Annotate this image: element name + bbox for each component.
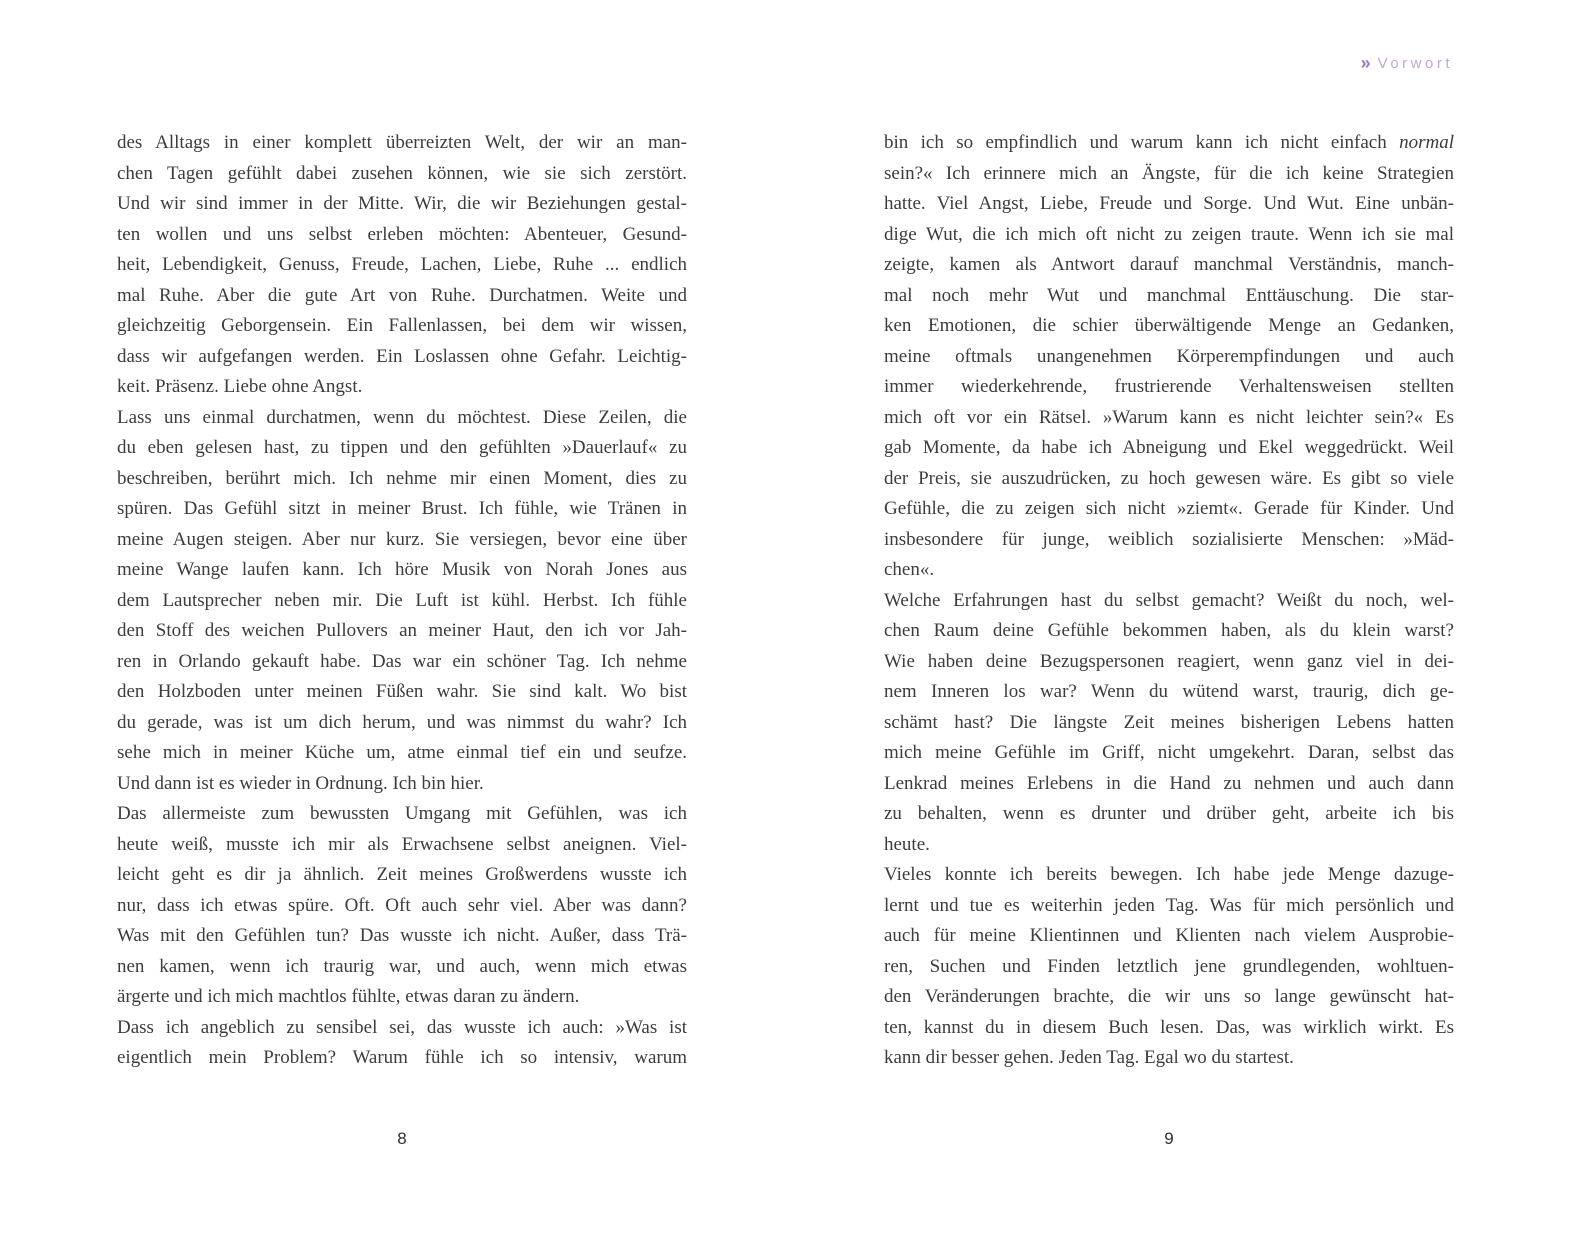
text-line: zu behalten, wenn es drunter und drüber geht, arbeite ich bis [884, 803, 1454, 824]
text-line: spüren. Das Gefühl sitzt in meiner Brust. Ich fühle, wie Tränen in [117, 498, 687, 519]
text-line: keit. Präsenz. Liebe ohne Angst. [117, 376, 363, 397]
text-line: gab Momente, da habe ich Abneigung und Ekel weggedrückt. Weil [884, 437, 1454, 458]
page-number-right: 9 [1164, 1129, 1174, 1148]
text-line: dem Lautsprecher neben mir. Die Luft ist kühl. Herbst. Ich fühle [117, 589, 687, 611]
text-line: beschreiben, berührt mich. Ich nehme mir einen Moment, dies zu [117, 467, 687, 489]
text-line: chen«. [884, 559, 935, 580]
text-line: meine oftmals unangenehmen Körperempfindungen und auch [884, 345, 1454, 367]
running-head-label: Vorwort [1377, 55, 1453, 72]
text-line: mich meine Gefühle im Griff, nicht umgekehrt. Daran, selbst das [884, 742, 1454, 763]
text-line: dass wir aufgefangen werden. Ein Loslassen ohne Gefahr. Leichtig- [117, 345, 687, 367]
text-line: mal Ruhe. Aber die gute Art von Ruhe. Durchatmen. Weite und [117, 284, 687, 306]
text-line: mal noch mehr Wut und manchmal Enttäuschung. Die star- [884, 284, 1454, 306]
text-line: Wie haben deine Bezugspersonen reagiert, wenn ganz viel in dei- [884, 650, 1454, 672]
text-line: du gerade, was ist um dich herum, und was nimmst du wahr? Ich [117, 711, 687, 733]
text-line: ärgerte und ich mich machtlos fühlte, etwas daran zu ändern. [117, 986, 580, 1007]
text-line: auch für meine Klientinnen und Klienten nach vielem Ausprobie- [884, 925, 1454, 946]
text-line: Lass uns einmal durchatmen, wenn du möchtest. Diese Zeilen, die [117, 406, 687, 428]
text-line: du eben gelesen hast, zu tippen und den gefühlten »Dauerlauf« zu [117, 437, 687, 458]
text-line: heit, Lebendigkeit, Genuss, Freude, Lachen, Liebe, Ruhe ... endlich [117, 254, 687, 275]
text-line: ren, Suchen und Finden letztlich jene grundlegenden, wohltuen- [884, 955, 1454, 977]
text-line: den Holzboden unter meinen Füßen wahr. Sie sind kalt. Wo bist [117, 681, 687, 702]
page-right-text [884, 128, 1454, 1074]
text-line: Das allermeiste zum bewussten Umgang mit Gefühlen, was ich [117, 803, 687, 824]
text-line: sehe mich in meiner Küche um, atme einmal tief ein und seufze. [117, 742, 687, 763]
text-line: chen Raum deine Gefühle bekommen haben, als du klein warst? [884, 620, 1454, 641]
text-line: der Preis, sie auszudrücken, zu hoch gewesen wäre. Es gibt so viele [884, 467, 1454, 489]
text-line: insbesondere für junge, weiblich sozialisierte Menschen: »Mäd- [884, 528, 1454, 550]
text-line: Und wir sind immer in der Mitte. Wir, die wir Beziehungen gestal- [117, 193, 687, 214]
text-line: gleichzeitig Geborgensein. Ein Fallenlassen, bei dem wir wissen, [117, 315, 687, 336]
page-left-text [117, 128, 687, 1074]
text-line: leicht geht es dir ja ähnlich. Zeit meines Großwerdens wusste ich [117, 864, 687, 885]
text-line: lernt und tue es weiterhin jeden Tag. Was für mich persönlich und [884, 894, 1454, 916]
text-line: sein?« Ich erinnere mich an Ängste, für die ich keine Strategien [884, 162, 1454, 184]
text-line: ten, kannst du in diesem Buch lesen. Das, was wirklich wirkt. Es [884, 1016, 1454, 1038]
text-line: Welche Erfahrungen hast du selbst gemacht? Weißt du noch, wel- [884, 589, 1454, 611]
page-number-left: 8 [397, 1129, 407, 1148]
text-line: bin ich so empfindlich und warum kann ich nicht einfach normal [884, 132, 1454, 153]
text-line: nem Inneren los war? Wenn du wütend warst, traurig, dich ge- [884, 681, 1454, 702]
text-line: nen kamen, wenn ich traurig war, und auch, wenn mich etwas [117, 955, 687, 977]
text-line: meine Augen steigen. Aber nur kurz. Sie versiegen, bevor eine über [117, 528, 687, 550]
text-line: meine Wange laufen kann. Ich höre Musik von Norah Jones aus [117, 559, 687, 580]
text-line: heute. [884, 833, 930, 855]
text-line: Vieles konnte ich bereits bewegen. Ich habe jede Menge dazuge- [884, 864, 1454, 885]
text-line: kann dir besser gehen. Jeden Tag. Egal wo du startest. [884, 1047, 1294, 1068]
text-line: Und dann ist es wieder in Ordnung. Ich bin hier. [117, 772, 484, 794]
running-head-vorwort [1361, 54, 1453, 73]
text-line: mich oft vor ein Rätsel. »Warum kann es nicht leichter sein?« Es [884, 406, 1454, 428]
text-line: Lenkrad meines Erlebens in die Hand zu nehmen und auch dann [884, 772, 1454, 794]
text-line: nur, dass ich etwas spüre. Oft. Oft auch sehr viel. Aber was dann? [117, 894, 687, 916]
text-line: Dass ich angeblich zu sensibel sei, das wusste ich auch: »Was ist [117, 1016, 687, 1038]
double-chevron-icon: » [1360, 53, 1371, 73]
text-line: hatte. Viel Angst, Liebe, Freude und Sorge. Und Wut. Eine unbän- [884, 193, 1454, 214]
text-line: immer wiederkehrende, frustrierende Verhaltensweisen stellten [884, 376, 1454, 397]
text-line: chen Tagen gefühlt dabei zusehen können, wie sie sich zerstört. [117, 162, 687, 184]
text-line: den Stoff des weichen Pullovers an meiner Haut, den ich vor Jah- [117, 620, 687, 641]
text-line: den Veränderungen brachte, die wir uns so lange gewünscht hat- [884, 986, 1454, 1007]
text-line: ten wollen und uns selbst erleben möchten: Abenteuer, Gesund- [117, 223, 687, 245]
text-line: Gefühle, die zu zeigen sich nicht »ziemt«. Gerade für Kinder. Und [884, 498, 1454, 519]
text-line: des Alltags in einer komplett überreizten Welt, der wir an man- [117, 132, 687, 153]
text-line: eigentlich mein Problem? Warum fühle ich so intensiv, warum [117, 1047, 687, 1068]
text-line: heute weiß, musste ich mir als Erwachsene selbst aneignen. Viel- [117, 833, 687, 855]
text-line: schämt hast? Die längste Zeit meines bisherigen Lebens hatten [884, 711, 1454, 733]
text-line: Was mit den Gefühlen tun? Das wusste ich nicht. Außer, dass Trä- [117, 925, 687, 946]
text-line: zeigte, kamen als Antwort darauf manchmal Verständnis, manch- [884, 254, 1454, 275]
text-line: dige Wut, die ich mich oft nicht zu zeigen traute. Wenn ich sie mal [884, 223, 1454, 245]
text-line: ken Emotionen, die schier überwältigende Menge an Gedanken, [884, 315, 1454, 336]
text-line: ren in Orlando gekauft habe. Das war ein schöner Tag. Ich nehme [117, 650, 687, 672]
